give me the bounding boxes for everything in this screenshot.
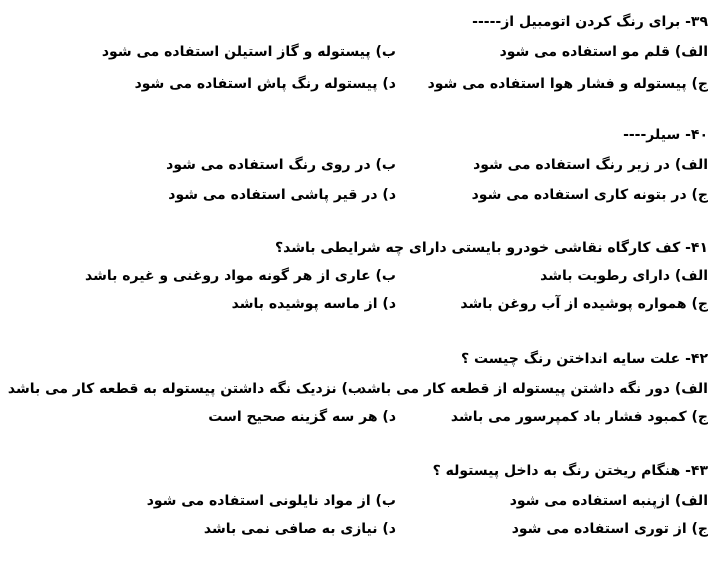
option-b: ب) در روی رنگ استفاده می شود: [166, 157, 396, 173]
question-title: ۴۰- سیلر----: [623, 127, 708, 143]
option-d: د) از ماسه پوشیده باشد: [231, 296, 396, 312]
option-a: الف) دور نگه داشتن پیستوله از قطعه کار می باشد: [358, 381, 708, 397]
option-c: ج) پیستوله و فشار هوا استفاده می شود: [427, 76, 708, 92]
option-d: د) پیستوله رنگ پاش استفاده می شود: [134, 76, 396, 92]
option-d: د) هر سه گزینه صحیح است: [208, 409, 396, 425]
option-b: ب) پیستوله و گاز استیلن استفاده می شود: [101, 44, 396, 60]
option-c: ج) همواره پوشیده از آب روغن باشد: [460, 296, 708, 312]
option-c: ج) در بتونه کاری استفاده می شود: [471, 187, 708, 203]
option-a: الف) دارای رطوبت باشد: [540, 268, 708, 284]
option-a: الف) در زیر رنگ استفاده می شود: [473, 157, 708, 173]
option-c: ج) از توری استفاده می شود: [511, 521, 708, 537]
option-a: الف) ازپنبه استفاده می شود: [509, 493, 708, 509]
option-d: د) نیازی به صافی نمی باشد: [203, 521, 396, 537]
option-b: ب) نزدیک نگه داشتن پیستوله به قطعه کار می باشد: [7, 381, 362, 397]
option-a: الف) قلم مو استفاده می شود: [499, 44, 708, 60]
option-c: ج) کمبود فشار باد کمپرسور می باشد: [450, 409, 708, 425]
question-title: ۳۹- برای رنگ کردن اتومبیل از-----: [472, 14, 708, 30]
question-title: ۴۱- کف کارگاه نقاشی خودرو بایستی دارای چه شرایطی باشد؟: [274, 240, 708, 256]
question-title: ۴۲- علت سایه انداختن رنگ چیست ؟: [460, 351, 708, 367]
option-b: ب) از مواد نایلونی استفاده می شود: [146, 493, 396, 509]
option-b: ب) عاری از هر گونه مواد روغنی و غیره باشد: [85, 268, 396, 284]
question-title: ۴۳- هنگام ریختن رنگ به داخل پیستوله ؟: [432, 463, 708, 479]
option-d: د) در قیر پاشی استفاده می شود: [168, 187, 396, 203]
